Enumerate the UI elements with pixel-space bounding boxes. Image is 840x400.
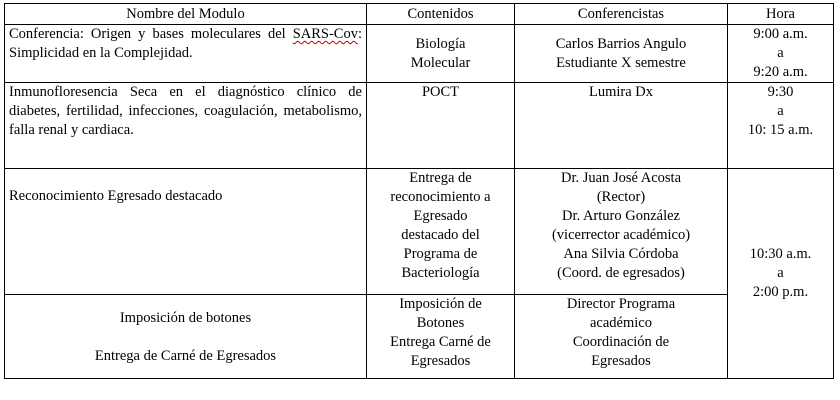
- module-cell: Conferencia: Origen y bases moleculares del SARS-Cov: Simplicidad en la Complejidad.: [5, 25, 367, 83]
- header-contents: Contenidos: [367, 4, 515, 25]
- content-cell: Entrega de reconocimiento a Egresado destacado del Programa de Bacteriología: [367, 169, 515, 295]
- table-row: [5, 169, 834, 295]
- content-cell: POCT: [367, 83, 515, 169]
- header-module: Nombre del Modulo: [5, 4, 367, 25]
- header-time: Hora: [728, 4, 834, 25]
- table-row: [5, 295, 834, 379]
- speakers-cell: Dr. Juan José Acosta (Rector) Dr. Arturo González (vicerrector académico) Ana Silvia Córdoba (Coord. de egresados): [515, 169, 728, 295]
- speakers-cell: Carlos Barrios Angulo Estudiante X semestre: [515, 25, 728, 83]
- module-cell: Imposición de botones Entrega de Carné de Egresados: [5, 295, 367, 379]
- time-cell: 9:00 a.m. a 9:20 a.m.: [728, 25, 834, 83]
- header-row: [5, 4, 834, 25]
- speakers-cell: Lumira Dx: [515, 83, 728, 169]
- module-cell: Inmunofloresencia Seca en el diagnóstico clínico de diabetes, fertilidad, infecciones, coagulación, metabolismo, falla renal y cardiaca.: [5, 83, 367, 169]
- table-row: [5, 25, 834, 83]
- schedule-table: [4, 3, 834, 379]
- time-cell-shared: 10:30 a.m. a 2:00 p.m.: [728, 169, 834, 379]
- table-row: [5, 83, 834, 169]
- module-cell: Reconocimiento Egresado destacado: [5, 169, 367, 295]
- spellcheck-word: SARS-Cov: [292, 26, 358, 42]
- speakers-cell: Director Programa académico Coordinación de Egresados: [515, 295, 728, 379]
- content-cell: Biología Molecular: [367, 25, 515, 83]
- time-cell: 9:30 a 10: 15 a.m.: [728, 83, 834, 169]
- header-speakers: Conferencistas: [515, 4, 728, 25]
- content-cell: Imposición de Botones Entrega Carné de Egresados: [367, 295, 515, 379]
